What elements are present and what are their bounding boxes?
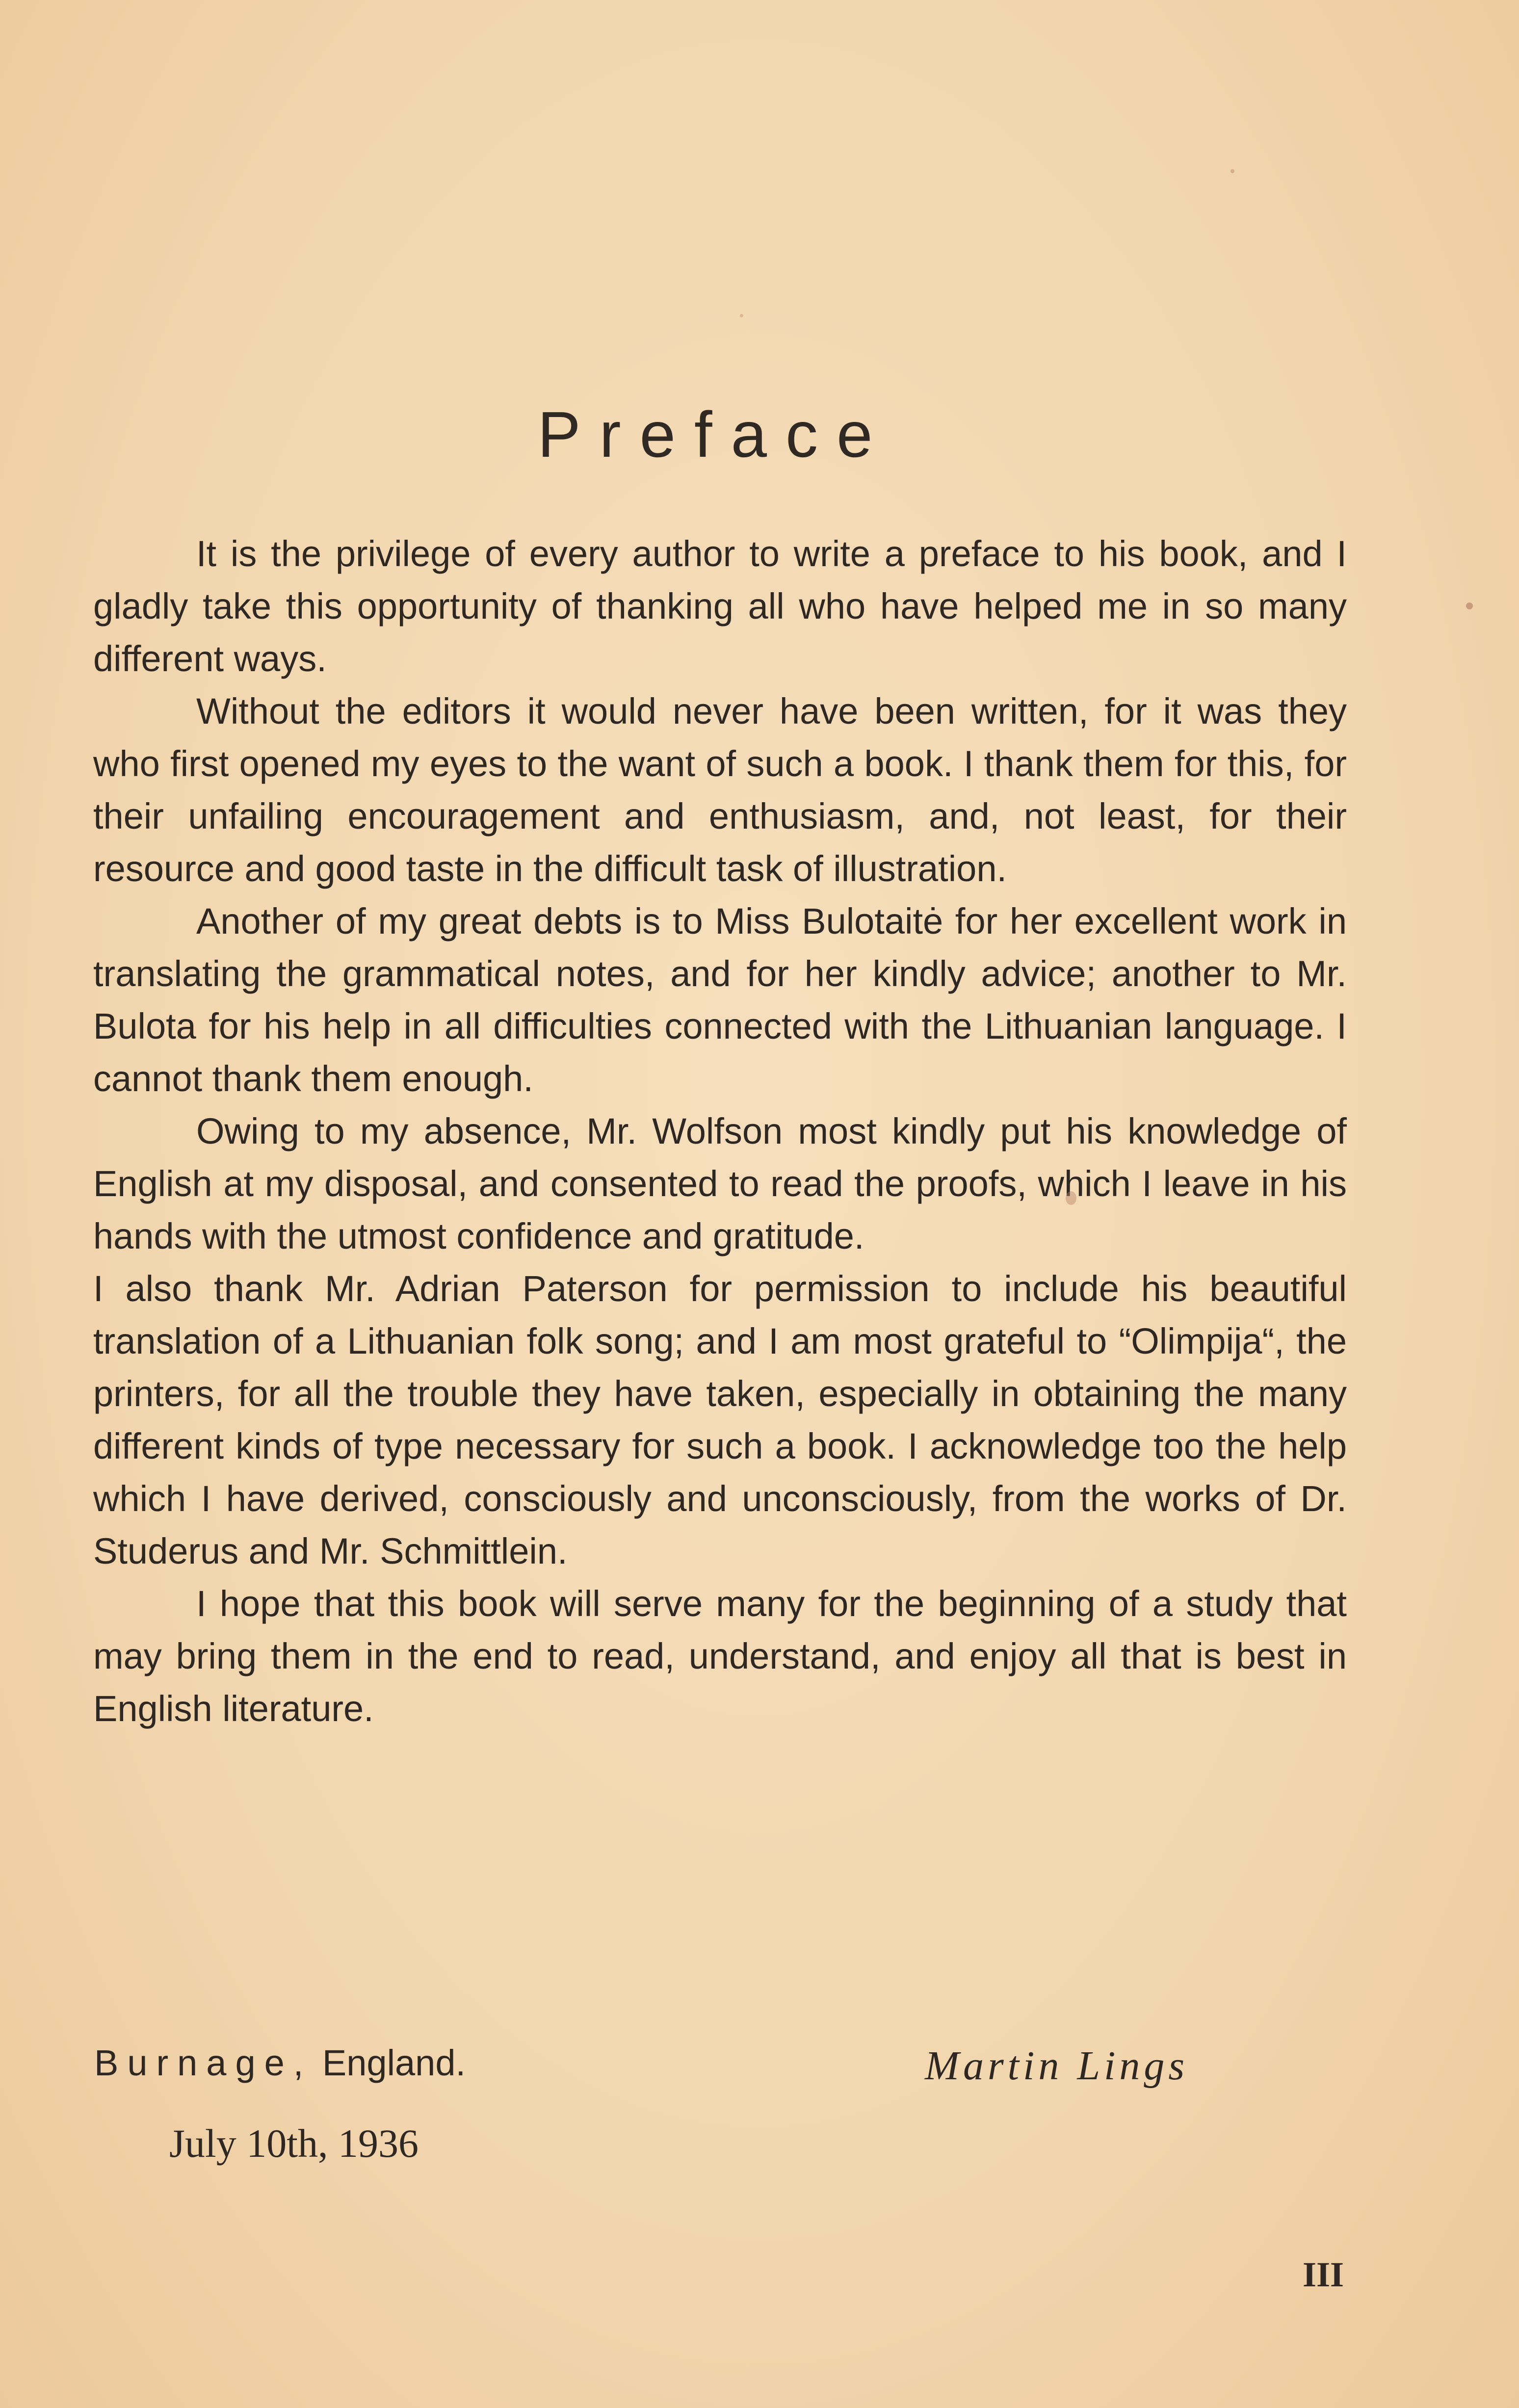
paper-speck — [1231, 169, 1234, 173]
paragraph-3: Another of my great debts is to Miss Bulotaitė for her excellent work in translating the grammatical notes, and for her kindly advice; another to Mr. Bulota for his help in all difficulties connected with the Lithuanian language. I cannot thank them enough. — [93, 901, 1347, 1099]
paper-speck — [1066, 1191, 1076, 1205]
page-number: III — [1303, 2255, 1344, 2294]
place-country: England. — [312, 2042, 466, 2083]
place-line — [94, 2042, 466, 2084]
page-title: Preface — [537, 398, 891, 471]
place-name: Burnage, — [94, 2042, 313, 2083]
date-line: July 10th, 1936 — [169, 2121, 419, 2166]
paper-speck — [677, 1398, 680, 1401]
author-signature: Martin Lings — [925, 2043, 1189, 2089]
paragraph-6: I hope that this book will serve many for the beginning of a study that may bring them in the end to read, understand, and enjoy all that is best in English literature. — [93, 1583, 1347, 1729]
paper-speck — [740, 314, 743, 317]
paragraph-5: I also thank Mr. Adrian Paterson for permission to include his beautiful translation of a Lithuanian folk song; and I am most grateful to “Olimpija“, the printers, for all the trouble they have taken, especially in obtaining the many different kinds of type necessary for such a book. I acknowledge too the help which I have derived, consciously and unconsciously, from the works of Dr. Studerus and Mr. Schmittlein. — [93, 1268, 1347, 1571]
paragraph-4: Owing to my absence, Mr. Wolfson most kindly put his knowledge of English at my disposal, and consented to read the proofs, which I leave in his hands with the utmost confidence and gratitude. — [93, 1111, 1347, 1256]
paragraph-2: Without the editors it would never have been written, for it was they who first opened my eyes to the want of such a book. I thank them for this, for their unfailing encouragement and enthusiasm, and, not least, for their resource and good taste in the difficult task of illustration. — [93, 691, 1347, 889]
paragraph-1: It is the privilege of every author to write a preface to his book, and I gladly take this opportunity of thanking all who have helped me in so many different ways. — [93, 533, 1347, 679]
preface-body — [93, 527, 1347, 1735]
paper-speck — [1466, 602, 1473, 609]
